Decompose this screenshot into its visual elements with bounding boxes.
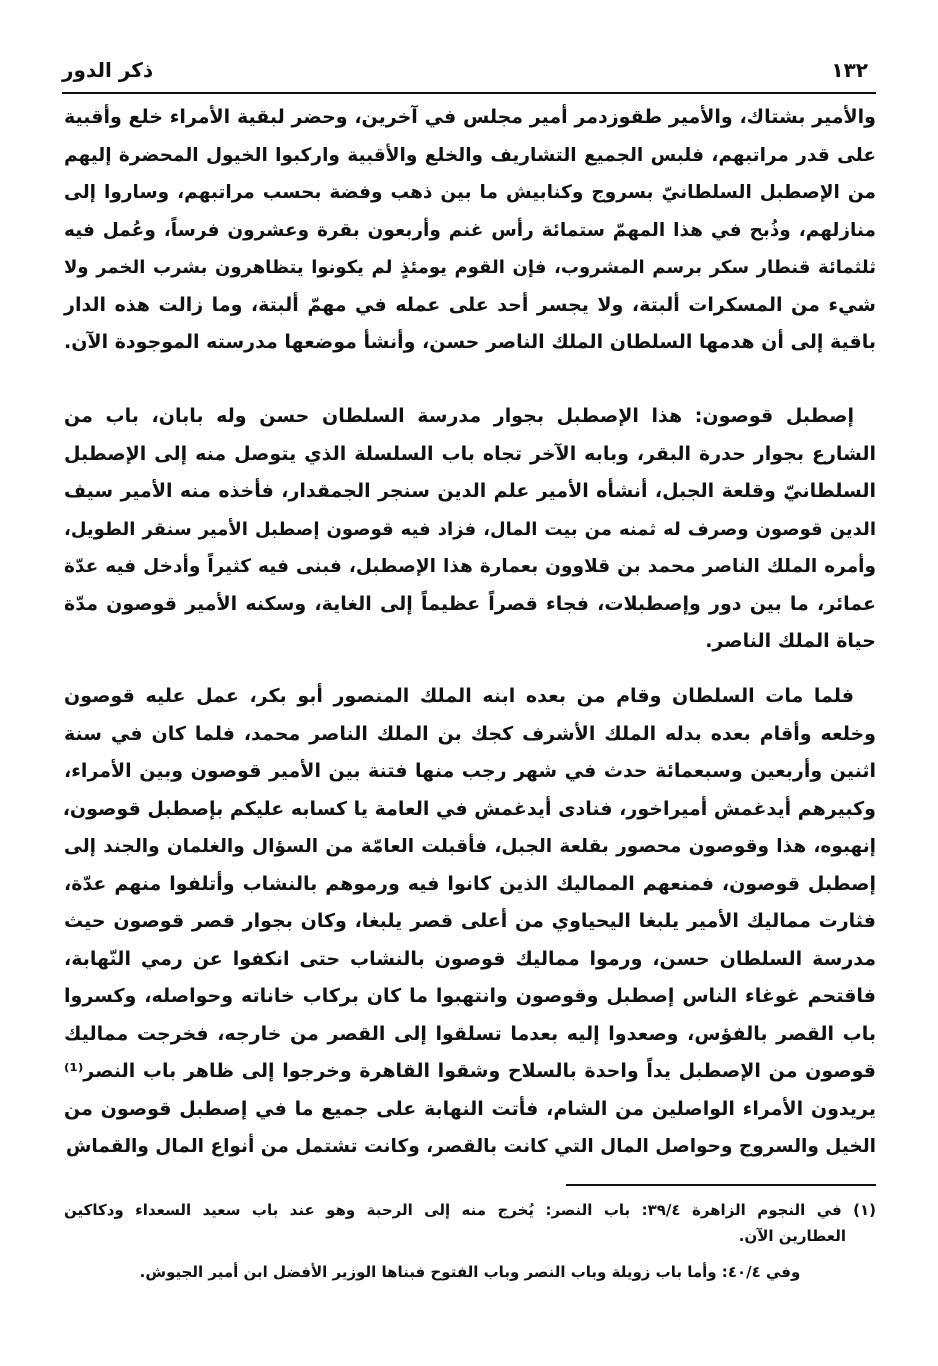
text-line: الدين قوصون وصرف له ثمنه من بيت المال، فزاد فيه قوصون إصطبل الأمير سنقر الطويل، — [64, 518, 876, 540]
text-line: وخلعه وأقام بعده بدله الملك الأشرف كجك بن الملك الناصر محمد، فلما كان في سنة — [64, 722, 876, 745]
text-line: على قدر مراتبهم، فلبس الجميع التشاريف والخلع والأقبية واركبوا الخيول المحضرة إليهم — [64, 144, 876, 166]
text-line: حياة الملك الناصر. — [705, 630, 876, 652]
text-line: وأمره الملك الناصر محمد بن قلاوون بعمارة هذا الإصطبل، فبنى فيه كثيراً وأدخل فيه عدّة — [64, 556, 876, 577]
text-line: الخيل والسروج وحواصل المال التي كانت بالقصر، وكانت تشتمل من أنواع المال والقماش — [65, 1136, 876, 1157]
text-line: باقية إلى أن هدمها السلطان الملك الناصر حسن، وأنشأ موضعها مدرسته الموجودة الآن. — [63, 331, 876, 353]
text-line: إصطبل قوصون: هذا الإصطبل بجوار مدرسة السلطان حسن وله بابان، باب من — [64, 405, 854, 427]
page-number: ١٣٢ — [831, 58, 868, 82]
text-line: إصطبل قوصون، فمنعهم المماليك الذين كانوا فيه ورموهم بالنشاب وأتلفوا منهم عدّة، — [64, 872, 876, 895]
text-line: اثنين وأربعين وسبعمائة حدث في شهر رجب منها فتنة بين الأمير قوصون وبين الأمراء، — [64, 760, 876, 782]
text-line: يريدون الأمراء الواصلين من الشام، فأتت النهابة على جميع ما في إصطبل قوصون من — [64, 1097, 876, 1120]
paragraph-1 — [64, 99, 876, 362]
header-rule — [62, 92, 876, 94]
text-line: من الإصطبل السلطانيّ بسروج وكنابيش ما بين ذهب وفضة بحسب مراتبهم، وساروا إلى — [64, 182, 876, 203]
text-line: عمائر، ما بين دور وإصطبلات، فجاء قصراً عظيماً إلى الغاية، وسكنه الأمير قوصون مدّة — [64, 592, 876, 615]
text-line: فثارت مماليك الأمير يلبغا اليحياوي من أعلى قصر يلبغا، وكان بجوار قصر قوصون حيث — [64, 910, 876, 932]
footnote-line: العطارين الآن. — [738, 1227, 846, 1245]
text-line: السلطانيّ وقلعة الجبل، أنشأه الأمير علم الدين سنجر الجمقدار، فأخذه منه الأمير سيف — [64, 480, 876, 502]
text-line: فاقتحم غوغاء الناس إصطبل وقوصون وانتهبوا ما كان بركاب خاناته وحواصله، وكسروا — [64, 985, 876, 1007]
footnote-rule — [566, 1184, 876, 1186]
footnote-line: (١) في النجوم الزاهرة ٣٩/٤: باب النصر: يُخرج منه إلى الرحبة وهو عند باب سعيد السعداء ودكاكين — [64, 1201, 876, 1219]
text-line: الشارع بجوار حدرة البقر، وبابه الآخر تجاه باب السلسلة الذي يتوصل منه إلى الإصطبل — [64, 442, 876, 465]
running-title: ذكر الدور — [62, 58, 154, 82]
footnotes — [64, 1197, 876, 1285]
text-line: شيء من المسكرات ألبتة، ولا يجسر أحد على عمله في مهمّ ألبتة، وما زالت هذه الدار — [64, 293, 876, 316]
text-line: إنهبوه، هذا وقوصون محصور بقلعة الجبل، فأقبلت العامّة من السؤال والغلمان والجند إلى — [64, 836, 876, 857]
footnote-line: وفي ٤٠/٤: وأما باب زويلة وباب النصر وباب الفتوح فبناها الوزير الأفضل ابن أمير الجيوش. — [139, 1263, 801, 1281]
text-line: والأمير بشتاك، والأمير طقوزدمر أمير مجلس في آخرين، وحضر لبقية الأمراء خلع وأقبية — [64, 106, 876, 128]
text-line: فلما مات السلطان وقام من بعده ابنه الملك المنصور أبو بكر، عمل عليه قوصون — [64, 685, 854, 707]
text-line: باب القصر بالفؤس، وصعدوا إليه بعدما تسلقوا إلى القصر من خارجه، فخرجت مماليك — [64, 1022, 876, 1045]
text-line: منازلهم، وذُبح في هذا المهمّ ستمائة رأس غنم وأربعون بقرة وعشرون فرساً، وعُمل فيه — [64, 219, 876, 241]
paragraph-2 — [64, 398, 876, 661]
text-line: وكبيرهم أيدغمش أميراخور، فنادى أيدغمش في العامة يا كسابه عليكم بإصطبل قوصون، — [62, 797, 876, 820]
text-line: ثلثمائة قنطار سكر برسم المشروب، فإن القوم يومئذٍ لم يكونوا يتظاهرون بشرب الخمر ولا — [64, 257, 876, 278]
paragraph-3 — [64, 678, 876, 1166]
text-line: قوصون من الإصطبل يداً واحدة بالسلاح وشقوا القاهرة وخرجوا إلى ظاهر باب النصر⁽¹⁾ — [64, 1060, 876, 1082]
text-line: مدرسة السلطان حسن، ورموا مماليك قوصون بالنشاب حتى انكفوا عن رمي النّهابة، — [64, 947, 876, 970]
